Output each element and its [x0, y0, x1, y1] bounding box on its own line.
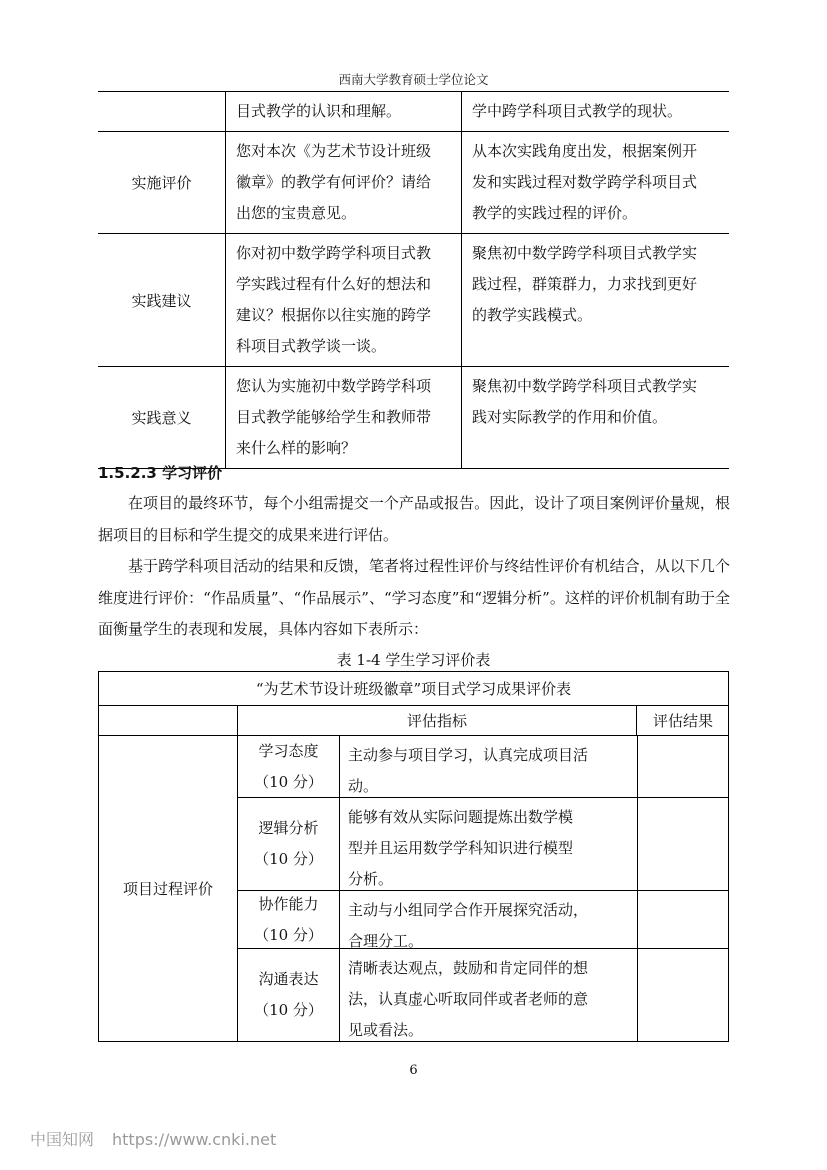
interview-table — [98, 92, 729, 469]
evaluation-table — [98, 671, 729, 1042]
table-row — [238, 736, 729, 798]
row-category: 实施评价 — [131, 174, 192, 192]
table-row — [238, 949, 729, 1041]
table-caption: 表 1-4 学生学习评价表 — [336, 651, 491, 669]
table-row — [98, 367, 729, 469]
question-cell: 你对初中数学跨学科项目式教 学实践过程有什么好的想法和 建议？根据你以往实施的跨学 科项目式教学谈一谈。 — [225, 234, 461, 366]
criterion-description: 主动参与项目学习，认真完成项目活 动。 — [339, 736, 637, 797]
question-cell: 目式教学的认识和理解。 — [225, 92, 461, 131]
row-category: 实践建议 — [131, 291, 192, 310]
result-cell — [637, 891, 730, 948]
paragraph: 基于跨学科项目活动的结果和反馈，笔者将过程性评价与终结性评价有机结合，从以下几个维度进行评价：“作品质量”、“作品展示”、“学习态度”和“逻辑分析”。这样的评价机制有助于全面衡量学生的表现和发展，具体内容如下表所示： — [98, 557, 730, 638]
question-cell: 您对本次《为艺术节设计班级 徽章》的教学有何评价？请给 出您的宝贵意见。 — [225, 132, 461, 233]
result-cell — [637, 736, 730, 797]
section-heading: 1.5.2.3 学习评价 — [98, 464, 223, 482]
table-row — [238, 798, 729, 891]
criterion-score: （10 分） — [254, 772, 323, 791]
criterion — [238, 736, 339, 797]
watermark-site: 中国知网 — [30, 1130, 95, 1149]
criterion-name: 沟通表达 — [258, 970, 319, 988]
row-category: 实践意义 — [131, 409, 192, 427]
purpose-cell: 聚焦初中数学跨学科项目式教学实 践过程，群策群力，力求找到更好 的教学实践模式。 — [461, 234, 729, 366]
criterion-description: 清晰表达观点，鼓励和肯定同伴的想 法，认真虚心听取同伴或者老师的意 见或看法。 — [339, 949, 637, 1041]
group-label: 项目过程评价 — [122, 880, 213, 898]
result-cell — [637, 949, 730, 1041]
criterion — [238, 949, 339, 1041]
watermark-url: https://www.cnki.net — [112, 1130, 277, 1149]
watermark — [30, 1127, 276, 1150]
table-row — [238, 891, 729, 949]
criterion-description: 能够有效从实际问题提炼出数学模 型并且运用数学学科知识进行模型 分析。 — [339, 798, 637, 890]
criterion-score: （10 分） — [254, 1001, 323, 1019]
table-body — [237, 736, 729, 1041]
table-header-row — [99, 705, 728, 736]
table-row — [98, 92, 729, 132]
criterion-description: 主动与小组同学合作开展探究活动， 合理分工。 — [339, 891, 637, 948]
purpose-cell: 聚焦初中数学跨学科项目式教学实 践对实际教学的作用和价值。 — [461, 367, 729, 468]
criterion-name: 逻辑分析 — [258, 819, 319, 837]
criterion-name: 协作能力 — [258, 894, 319, 913]
criterion — [238, 798, 339, 890]
criterion-name: 学习态度 — [258, 741, 319, 760]
row-category — [98, 92, 225, 131]
table-row — [98, 234, 729, 367]
page-number: 6 — [409, 1063, 418, 1078]
purpose-cell: 从本次实践角度出发，根据案例开 发和实践过程对数学跨学科项目式 教学的实践过程的评价。 — [461, 132, 729, 233]
paragraph: 在项目的最终环节，每个小组需提交一个产品或报告。因此，设计了项目案例评价量规，根据项目的目标和学生提交的成果来进行评估。 — [98, 494, 730, 544]
table-row — [98, 132, 729, 234]
table-title: “为艺术节设计班级徽章”项目式学习成果评价表 — [99, 672, 728, 706]
criterion — [238, 891, 339, 948]
running-header: 西南大学教育硕士学位论文 — [338, 72, 489, 87]
header-result: 评估结果 — [636, 705, 729, 735]
question-cell: 您认为实施初中数学跨学科项 目式教学能够给学生和教师带 来什么样的影响？ — [225, 367, 461, 468]
result-cell — [637, 798, 730, 890]
header-indicator: 评估指标 — [237, 705, 636, 735]
criterion-score: （10 分） — [254, 850, 323, 868]
purpose-cell: 学中跨学科项目式教学的现状。 — [461, 92, 729, 131]
criterion-score: （10 分） — [254, 925, 323, 944]
